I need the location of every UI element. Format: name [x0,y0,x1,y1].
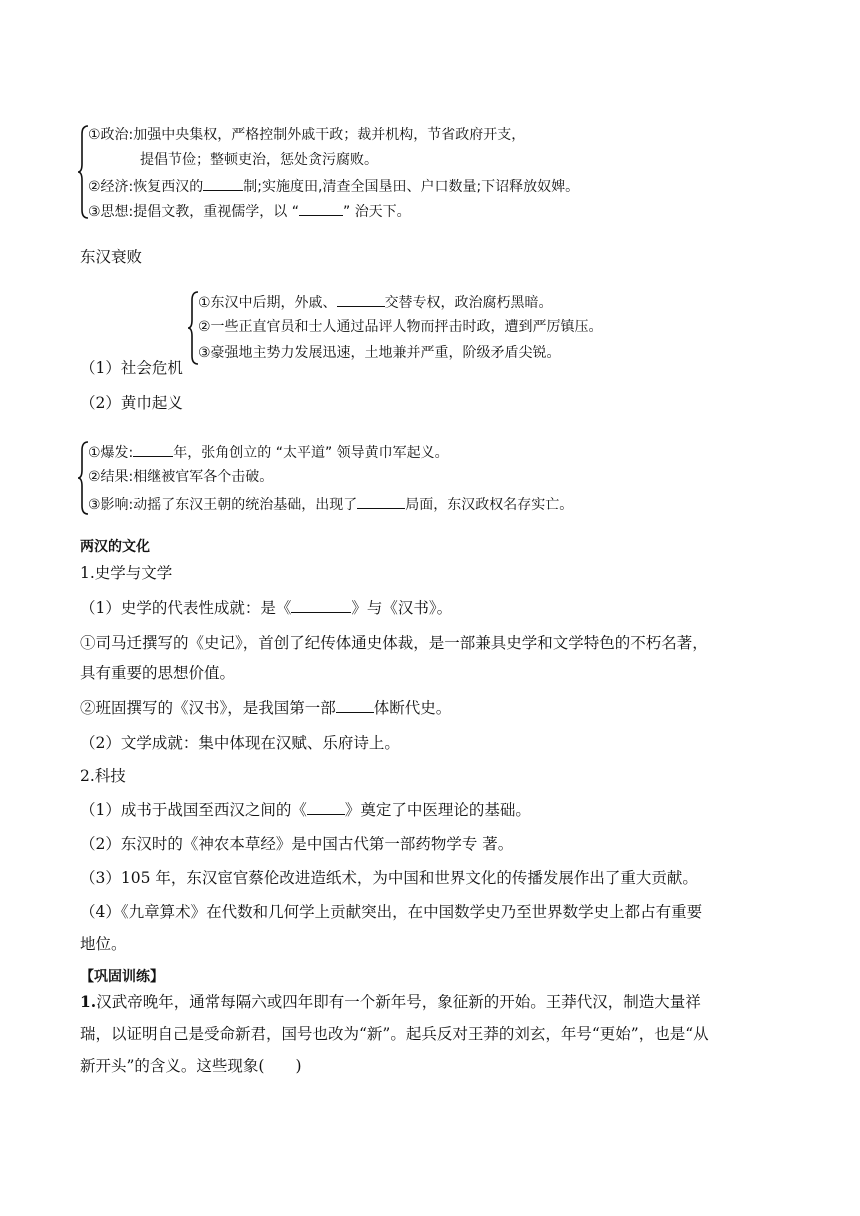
crisis-brace-box [188,290,648,366]
blank-line [291,598,351,613]
tech-pharmacology: （2）东汉时的《神农本草经》是中国古代第一部药物学专 著。 [80,835,514,853]
item-yellow-turban: （2）黄巾起义 [80,394,183,412]
heading-practice: 【巩固训练】 [80,969,164,985]
item-social-crisis: （1）社会危机 [80,359,183,377]
uprising-outbreak: ①爆发: 年，张角创立的 “太平道” 领导黄巾军起义。 [88,442,449,462]
literature-achievement: （2）文学成就：集中体现在汉赋、乐府诗上。 [80,734,400,752]
blank-line [336,698,374,713]
tech-medicine: （1）成书于战国至西汉之间的《 》奠定了中医理论的基础。 [80,801,531,819]
tech-math: （4）《九章算术》在代数和几何学上贡献突出，在中国数学史乃至世界数学史上都占有重要 [80,903,703,921]
shiji-desc: ①司马迁撰写的《史记》，首创了纪传体通史体裁，是一部兼具史学和文学特色的不朽名著， [80,634,708,652]
question-1-line-3: 新开头”的含义。这些现象( ) [80,1057,302,1075]
section-technology: 2.科技 [80,767,126,785]
crisis-point-1: ①东汉中后期，外戚、 交替专权，政治腐朽黑暗。 [198,292,553,312]
hanshu-desc: ②班固撰写的《汉书》，是我国第一部 体断代史。 [80,699,452,717]
question-1-line-1: 1.汉武帝晚年，通常每隔六或四年即有一个新年号，象征新的开始。王莽代汉，制造大量祥 [80,992,701,1011]
tech-paper: （3）105 年，东汉宦官蔡伦改进造纸术，为中国和世界文化的传播发展作出了重大贡献。 [80,869,698,887]
reform-thought: ③思想:提倡文教，重视儒学，以 “ ” 治天下。 [88,201,411,221]
blank-line [133,442,173,457]
shiji-desc-cont: 具有重要的思想价值。 [80,664,236,682]
yellow-turban-brace-box [78,440,638,516]
reform-economy: ②经济:恢复西汉的 制;实施度田,清查全国垦田、户口数量;下诏释放奴婢。 [88,176,579,196]
blank-line [307,800,345,815]
crisis-point-2: ②一些正直官员和士人通过品评人物而抨击时政，遭到严厉镇压。 [198,319,603,335]
crisis-point-3: ③豪强地主势力发展迅速，土地兼并严重，阶级矛盾尖锐。 [198,345,561,361]
tech-math-cont: 地位。 [80,935,127,953]
uprising-impact: ③影响:动摇了东汉王朝的统治基础，出现了 局面，东汉政权名存实亡。 [88,494,573,514]
question-1-line-2: 瑞，以证明自己是受命新君，国号也改为“新”。起兵反对王莽的刘玄，年号“更始”，也是“从 [80,1025,709,1043]
blank-line [299,201,343,216]
heading-decline: 东汉衰败 [80,248,143,266]
reform-politics: ①政治:加强中央集权，严格控制外戚干政；裁并机构，节省政府开支， [88,127,526,143]
reform-brace-box [78,124,638,220]
blank-line [357,494,405,509]
blank-line [337,292,385,307]
heading-culture: 两汉的文化 [80,539,150,555]
uprising-result: ②结果:相继被官军各个击破。 [88,469,274,485]
blank-line [203,176,243,191]
section-history-literature: 1.史学与文学 [80,564,173,582]
history-achievement: （1）史学的代表性成就：是《 》与《汉书》。 [80,599,453,617]
reform-politics-cont: 提倡节俭；整顿吏治，惩处贪污腐败。 [140,152,378,168]
